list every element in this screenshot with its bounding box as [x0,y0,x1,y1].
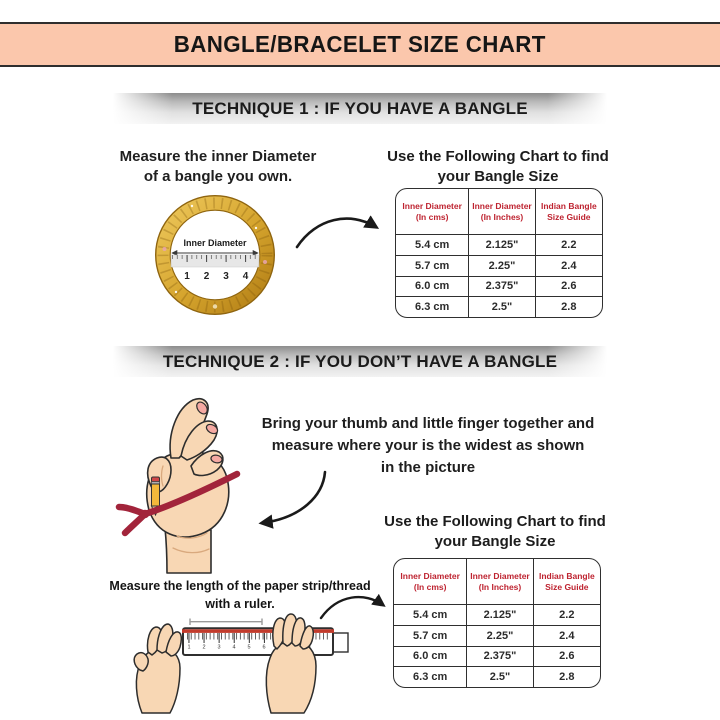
size-cell: 2.25" [469,256,535,276]
chart-title-line: your Bangle Size [437,168,559,185]
size-cell: 2.6 [559,650,575,663]
table-row [394,604,600,625]
chart-title-line: your Bangle Size [434,533,556,550]
size-cell: 2.2 [559,608,575,621]
technique1-instruction [68,147,368,187]
bangle-illustration [152,192,278,318]
instruction-line: measure where your is the widest as shown [271,437,585,454]
column-header-cms: Inner Diameter (In cms) [394,559,467,604]
size-cell: 2.4 [561,259,577,272]
technique2-chart-title [380,512,610,552]
size-chart-table-2 [393,558,601,688]
size-cell: 5.7 cm [396,256,469,276]
size-cell: 2.5" [469,297,535,317]
chart-title-line: Use the Following Chart to find [384,513,606,530]
size-cell: 2.8 [559,671,575,684]
size-cell: 2.5" [467,667,533,687]
ruler [182,628,348,655]
ruler-number: 3 [223,271,229,282]
size-cell: 2.375" [469,277,535,297]
table-row [394,666,600,687]
ruler-number: 4 [232,644,236,651]
ruler-number: 1 [187,644,191,651]
ruler-number: 2 [203,271,210,282]
table-row [396,234,602,255]
size-cell: 5.4 cm [394,605,467,625]
ruler-number: 4 [242,271,249,282]
size-cell: 2.25" [467,626,533,646]
size-cell: 2.8 [561,301,577,314]
size-cell: 2.125" [469,235,535,255]
title-banner [0,22,720,67]
measured-length-line [190,619,262,626]
size-cell: 6.3 cm [394,667,467,687]
table-header-row [394,559,600,604]
technique1-chart-title [383,147,613,187]
ruler-number: 6 [262,644,266,651]
size-cell: 2.4 [559,629,575,642]
chart-title-line: Use the Following Chart to find [387,148,609,165]
table-row [394,646,600,667]
technique1-heading-band [113,93,607,124]
instruction-line: Measure the length of the paper strip/thread [109,579,371,593]
curved-arrow-icon [253,468,331,530]
ruler-number: 2 [202,644,206,651]
inner-diameter-measure [171,238,259,282]
technique2-heading-band [113,346,607,377]
hand-with-thread-illustration [115,390,245,575]
ruler-measuring-illustration [108,608,353,718]
inner-diameter-label: Inner Diameter [183,238,247,248]
size-cell: 6.0 cm [394,647,467,667]
size-cell: 6.0 cm [396,277,469,297]
size-chart-table-1 [395,188,603,318]
size-cell: 2.125" [467,605,533,625]
instruction-line: Measure the inner Diameter [119,148,317,165]
thread-knot [141,510,149,518]
table-row [396,255,602,276]
left-hand [134,624,181,713]
curved-arrow-icon [294,210,386,254]
ruler-number: 1 [184,271,190,282]
instruction-line: Bring your thumb and little finger together and [261,415,595,432]
size-cell: 5.4 cm [396,235,469,255]
instruction-line: of a bangle you own. [143,168,293,185]
technique1-heading: TECHNIQUE 1 : IF YOU HAVE A BANGLE [192,98,528,118]
ruler-number: 3 [217,644,221,651]
column-header-inches: Inner Diameter (In Inches) [467,559,533,604]
column-header-cms: Inner Diameter (In cms) [396,189,469,234]
table-row [396,296,602,317]
column-header-size: Indian Bangle Size Guide [540,200,597,222]
column-header-inches: Inner Diameter (In Inches) [469,189,535,234]
page-title: BANGLE/BRACELET SIZE CHART [173,31,546,57]
instruction-line: with a ruler. [205,597,275,611]
table-row [396,276,602,297]
size-cell: 2.2 [561,238,577,251]
instruction-line: in the picture [380,459,476,476]
size-cell: 5.7 cm [394,626,467,646]
ruler-number: 5 [247,644,251,651]
size-cell: 6.3 cm [396,297,469,317]
table-row [394,625,600,646]
size-cell: 2.375" [467,647,533,667]
right-hand [266,614,316,713]
technique2-heading: TECHNIQUE 2 : IF YOU DON’T HAVE A BANGLE [162,351,558,371]
size-cell: 2.6 [561,280,577,293]
table-header-row [396,189,602,234]
column-header-size: Indian Bangle Size Guide [538,570,595,592]
